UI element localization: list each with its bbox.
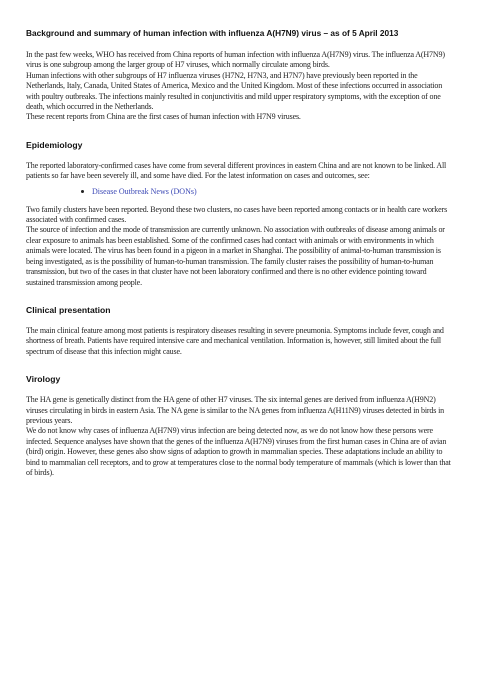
virology-paragraph-1: The HA gene is genetically distinct from the HA gene of other H7 viruses. The six internal genes are derived from influenza A(H9N2) viruses circulating in birds in eastern Asia. The NA gene is similar to the NA genes from influenza A(H11N9) viruses detected in birds in previous years. (26, 395, 445, 425)
intro-section (26, 50, 453, 123)
intro-paragraph-1: In the past few weeks, WHO has received from China reports of human infection with influenza A(H7N9) virus. The influenza A(H7N9) virus is one subgroup among the larger group of H7 viruses, which normally circulate among birds. (26, 50, 445, 70)
epidemiology-paragraph-3: The source of infection and the mode of transmission are currently unknown. No association with outbreaks of disease among animals or clear exposure to animals has been established. Some of the confirmed cases had contact with animals or with environments in which animals were located. The virus has been found in a pigeon in a market in Shanghai. The possibility of animal-to-human transmission is being investigated, as is the possibility of human-to-human transmission. The family cluster raises the possibility of human-to-human transmission, but two of the cases in that cluster have not been laboratory confirmed and there is no other evidence pointing toward sustained transmission among people. (26, 225, 445, 287)
epidemiology-heading: Epidemiology (26, 139, 83, 150)
links-list (26, 186, 453, 197)
virology-section (26, 374, 453, 478)
epidemiology-paragraph-1: The reported laboratory-confirmed cases have come from several different provinces in eastern China and are not known to be linked. All patients so far have been severely ill, and some have died. For the latest information on cases and outcomes, see: (26, 160, 447, 181)
epidemiology-paragraph-2: Two family clusters have been reported. Beyond these two clusters, no cases have been reported among contacts or in health care workers associated with confirmed cases. (26, 204, 448, 225)
epidemiology-section (26, 140, 453, 288)
bullet-dot-icon (81, 190, 84, 193)
virology-paragraph-2: We do not know why cases of influenza A(H7N9) virus infection are being detected now, as we do not know how these persons were infected. Sequence analyses have shown that the genes of the influenza A(H7N9) viruses from the first human cases in China are of avian (bird) origin. However, these genes also show signs of adaption to growth in mammalian species. These adaptations include an ability to bind to mammalian cell receptors, and to grow at temperatures close to the normal body temperature of mammals (which is lower than that of birds). (26, 426, 451, 477)
disease-outbreak-news-link[interactable]: Disease Outbreak News (DONs) (92, 186, 197, 196)
list-item (81, 186, 453, 197)
intro-paragraph-2: Human infections with other subgroups of H7 influenza viruses (H7N2, H7N3, and H7N7) have previously been reported in the Netherlands, Italy, Canada, United States of America, Mexico and the United Kingdom. Most of these infections occurred in association with poultry outbreaks. The infections mainly resulted in conjunctivitis and mild upper respiratory symptoms, with the exception of one death, which occurred in the Netherlands. (26, 70, 443, 112)
clinical-section (26, 305, 453, 357)
intro-paragraph-3: These recent reports from China are the first cases of human infection with H7N9 viruses. (26, 112, 301, 122)
clinical-heading: Clinical presentation (26, 304, 111, 315)
virology-heading: Virology (26, 374, 61, 385)
document-title: Background and summary of human infection with influenza A(H7N9) virus – as of 5 April 2013 (26, 28, 399, 38)
clinical-paragraph-1: The main clinical feature among most patients is respiratory diseases resulting in severe pneumonia. Symptoms include fever, cough and shortness of breath. Patients have required intensive care and mechanical ventilation. Information is, however, still limited about the full spectrum of disease that this infection might cause. (26, 325, 444, 356)
